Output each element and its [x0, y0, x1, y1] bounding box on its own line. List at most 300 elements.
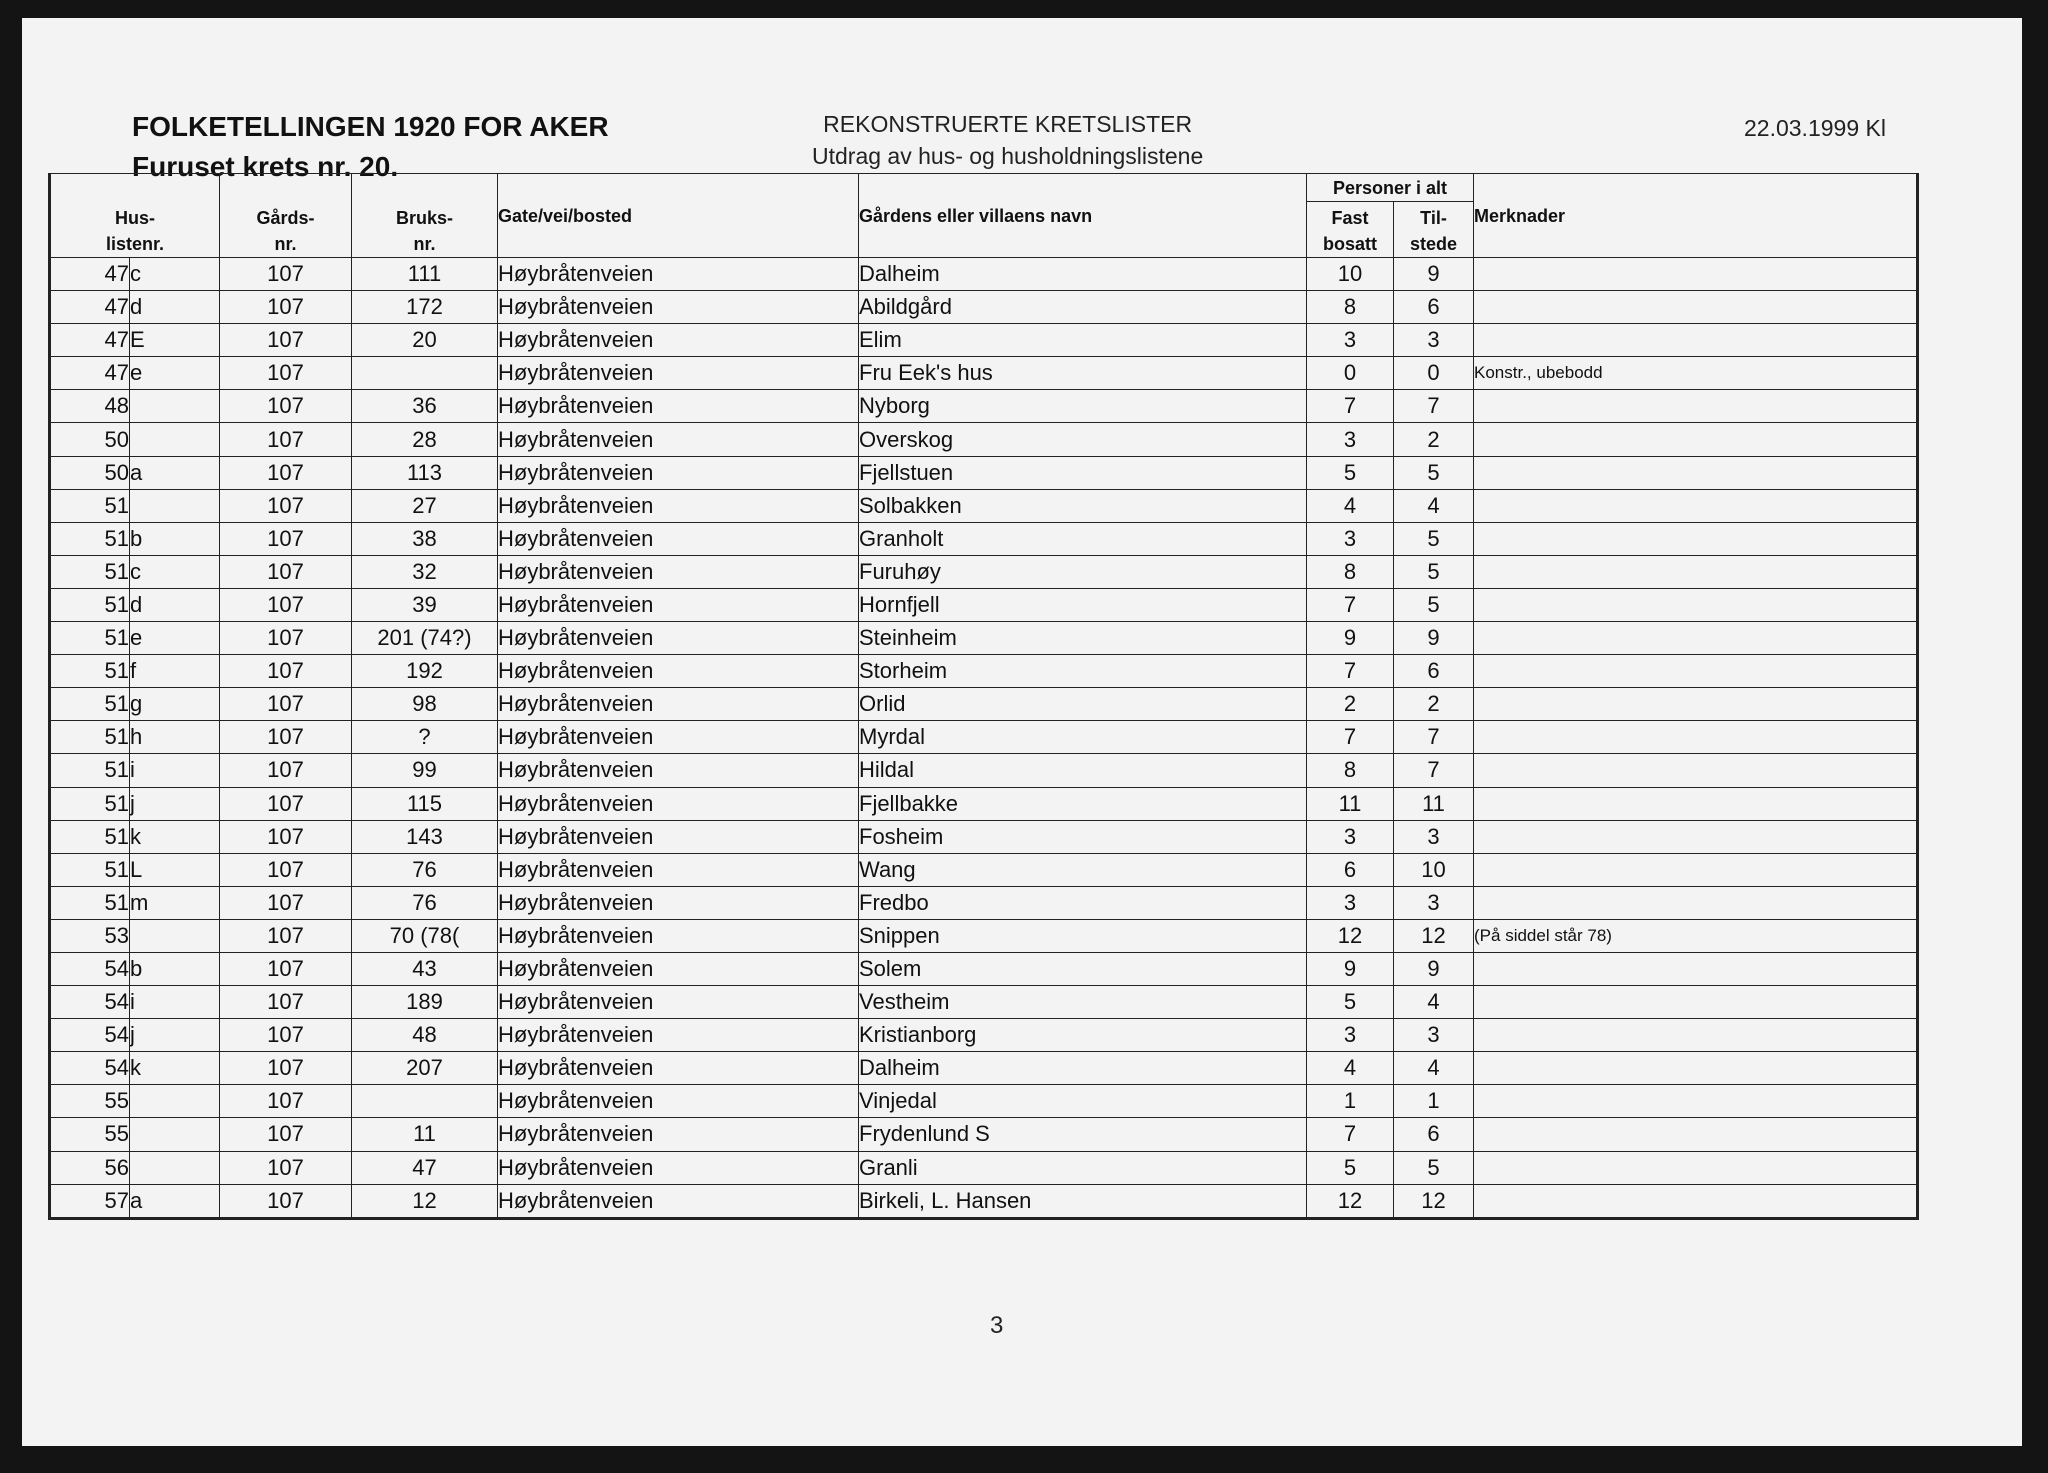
- table-row: [50, 622, 1918, 655]
- cell-farm-name: Granholt: [859, 522, 1307, 555]
- table-row: [50, 555, 1918, 588]
- cell-house-suffix: i: [130, 986, 220, 1019]
- cell-house-number: 57: [50, 1184, 130, 1218]
- cell-fast-bosatt: 7: [1307, 390, 1394, 423]
- cell-fast-bosatt: 9: [1307, 952, 1394, 985]
- cell-bruks-number: 113: [352, 456, 498, 489]
- cell-gards-number: 107: [220, 721, 352, 754]
- cell-fast-bosatt: 8: [1307, 291, 1394, 324]
- table-body: [50, 258, 1918, 1219]
- cell-street-name: Høybråtenveien: [498, 1085, 859, 1118]
- cell-farm-name: Fosheim: [859, 820, 1307, 853]
- cell-bruks-number: 76: [352, 886, 498, 919]
- cell-til-stede: 5: [1394, 1151, 1474, 1184]
- cell-street-name: Høybråtenveien: [498, 390, 859, 423]
- cell-til-stede: 5: [1394, 555, 1474, 588]
- page-number: 3: [990, 1312, 1004, 1339]
- cell-fast-bosatt: 7: [1307, 588, 1394, 621]
- cell-remarks: [1474, 886, 1918, 919]
- cell-bruks-number: 115: [352, 787, 498, 820]
- cell-remarks: [1474, 1118, 1918, 1151]
- cell-til-stede: 7: [1394, 754, 1474, 787]
- cell-gards-number: 107: [220, 489, 352, 522]
- cell-til-stede: 7: [1394, 390, 1474, 423]
- cell-bruks-number: ?: [352, 721, 498, 754]
- table-row: [50, 1184, 1918, 1218]
- cell-house-suffix: c: [130, 258, 220, 291]
- cell-gards-number: 107: [220, 291, 352, 324]
- cell-house-number: 53: [50, 919, 130, 952]
- cell-farm-name: Orlid: [859, 688, 1307, 721]
- cell-street-name: Høybråtenveien: [498, 357, 859, 390]
- cell-gards-number: 107: [220, 456, 352, 489]
- cell-gards-number: 107: [220, 1118, 352, 1151]
- cell-remarks: [1474, 1085, 1918, 1118]
- cell-house-suffix: L: [130, 853, 220, 886]
- cell-house-suffix: i: [130, 754, 220, 787]
- cell-bruks-number: 76: [352, 853, 498, 886]
- cell-farm-name: Steinheim: [859, 622, 1307, 655]
- col-header-navn: Gårdens eller villaens navn: [859, 174, 1307, 258]
- cell-house-suffix: e: [130, 622, 220, 655]
- cell-house-suffix: [130, 423, 220, 456]
- table-row: [50, 291, 1918, 324]
- table-row: [50, 721, 1918, 754]
- cell-fast-bosatt: 3: [1307, 886, 1394, 919]
- cell-farm-name: Birkeli, L. Hansen: [859, 1184, 1307, 1218]
- cell-gards-number: 107: [220, 258, 352, 291]
- cell-gards-number: 107: [220, 1085, 352, 1118]
- col-header-gate: Gate/vei/bosted: [498, 174, 859, 258]
- cell-house-number: 51: [50, 655, 130, 688]
- cell-house-number: 51: [50, 555, 130, 588]
- cell-til-stede: 4: [1394, 986, 1474, 1019]
- cell-house-number: 55: [50, 1085, 130, 1118]
- cell-bruks-number: 48: [352, 1019, 498, 1052]
- cell-remarks: [1474, 754, 1918, 787]
- cell-fast-bosatt: 11: [1307, 787, 1394, 820]
- cell-remarks: [1474, 258, 1918, 291]
- cell-house-number: 51: [50, 522, 130, 555]
- cell-gards-number: 107: [220, 919, 352, 952]
- cell-house-number: 55: [50, 1118, 130, 1151]
- cell-gards-number: 107: [220, 522, 352, 555]
- cell-fast-bosatt: 8: [1307, 555, 1394, 588]
- cell-house-suffix: b: [130, 952, 220, 985]
- col-til-line1: Til-: [1420, 208, 1447, 228]
- cell-farm-name: Storheim: [859, 655, 1307, 688]
- cell-farm-name: Furuhøy: [859, 555, 1307, 588]
- cell-til-stede: 3: [1394, 1019, 1474, 1052]
- cell-house-number: 51: [50, 588, 130, 621]
- cell-bruks-number: 36: [352, 390, 498, 423]
- cell-house-number: 47: [50, 324, 130, 357]
- cell-fast-bosatt: 12: [1307, 1184, 1394, 1218]
- cell-farm-name: Frydenlund S: [859, 1118, 1307, 1151]
- cell-remarks: [1474, 787, 1918, 820]
- col-header-hus: [50, 174, 220, 258]
- cell-house-number: 51: [50, 820, 130, 853]
- cell-til-stede: 3: [1394, 324, 1474, 357]
- cell-gards-number: 107: [220, 1052, 352, 1085]
- cell-bruks-number: 201 (74?): [352, 622, 498, 655]
- table-row: [50, 853, 1918, 886]
- table-row: [50, 1019, 1918, 1052]
- cell-street-name: Høybråtenveien: [498, 787, 859, 820]
- cell-house-number: 51: [50, 853, 130, 886]
- cell-street-name: Høybråtenveien: [498, 588, 859, 621]
- cell-fast-bosatt: 2: [1307, 688, 1394, 721]
- col-header-merknader: Merknader: [1474, 174, 1918, 258]
- cell-house-number: 47: [50, 291, 130, 324]
- table-row: [50, 390, 1918, 423]
- col-hus-line2: listenr.: [105, 234, 165, 254]
- table-row: [50, 1085, 1918, 1118]
- cell-house-suffix: [130, 919, 220, 952]
- cell-house-number: 54: [50, 1019, 130, 1052]
- document-date: 22.03.1999 Kl: [1744, 115, 1886, 141]
- cell-house-number: 54: [50, 1052, 130, 1085]
- table-row: [50, 456, 1918, 489]
- cell-house-suffix: j: [130, 787, 220, 820]
- cell-street-name: Høybråtenveien: [498, 1019, 859, 1052]
- cell-til-stede: 2: [1394, 423, 1474, 456]
- cell-house-number: 51: [50, 688, 130, 721]
- table-row: [50, 754, 1918, 787]
- col-til-line2: stede: [1409, 234, 1458, 254]
- cell-til-stede: 5: [1394, 456, 1474, 489]
- cell-bruks-number: [352, 357, 498, 390]
- cell-bruks-number: 70 (78(: [352, 919, 498, 952]
- cell-bruks-number: 143: [352, 820, 498, 853]
- table-row: [50, 952, 1918, 985]
- cell-bruks-number: 27: [352, 489, 498, 522]
- cell-house-suffix: E: [130, 324, 220, 357]
- cell-gards-number: 107: [220, 886, 352, 919]
- cell-til-stede: 5: [1394, 588, 1474, 621]
- header-center: [812, 113, 1203, 168]
- cell-farm-name: Nyborg: [859, 390, 1307, 423]
- cell-remarks: [1474, 588, 1918, 621]
- cell-fast-bosatt: 6: [1307, 853, 1394, 886]
- cell-house-number: 50: [50, 423, 130, 456]
- cell-til-stede: 0: [1394, 357, 1474, 390]
- cell-remarks: [1474, 688, 1918, 721]
- cell-farm-name: Fjellstuen: [859, 456, 1307, 489]
- cell-house-suffix: d: [130, 588, 220, 621]
- document-subtitle: Furuset krets nr. 20.: [132, 151, 399, 182]
- cell-farm-name: Solem: [859, 952, 1307, 985]
- cell-remarks: [1474, 291, 1918, 324]
- cell-street-name: Høybråtenveien: [498, 886, 859, 919]
- cell-house-suffix: h: [130, 721, 220, 754]
- table-header: [50, 174, 1918, 258]
- cell-gards-number: 107: [220, 787, 352, 820]
- table-row: [50, 522, 1918, 555]
- cell-house-suffix: a: [130, 456, 220, 489]
- cell-street-name: Høybråtenveien: [498, 754, 859, 787]
- cell-street-name: Høybråtenveien: [498, 423, 859, 456]
- cell-bruks-number: 192: [352, 655, 498, 688]
- cell-farm-name: Kristianborg: [859, 1019, 1307, 1052]
- table-row: [50, 588, 1918, 621]
- cell-farm-name: Wang: [859, 853, 1307, 886]
- col-gards-line1: Gårds-: [256, 208, 315, 228]
- cell-fast-bosatt: 3: [1307, 820, 1394, 853]
- cell-farm-name: Fredbo: [859, 886, 1307, 919]
- cell-remarks: [1474, 324, 1918, 357]
- cell-remarks: [1474, 456, 1918, 489]
- cell-til-stede: 3: [1394, 820, 1474, 853]
- cell-street-name: Høybråtenveien: [498, 655, 859, 688]
- cell-gards-number: 107: [220, 423, 352, 456]
- cell-farm-name: Vestheim: [859, 986, 1307, 1019]
- cell-bruks-number: 207: [352, 1052, 498, 1085]
- cell-remarks: [1474, 1184, 1918, 1218]
- col-header-gards: [220, 174, 352, 258]
- cell-fast-bosatt: 10: [1307, 258, 1394, 291]
- center-title: REKONSTRUERTE KRETSLISTER: [823, 111, 1193, 137]
- table-row: [50, 919, 1918, 952]
- cell-gards-number: 107: [220, 1151, 352, 1184]
- cell-til-stede: 1: [1394, 1085, 1474, 1118]
- cell-til-stede: 3: [1394, 886, 1474, 919]
- cell-farm-name: Dalheim: [859, 258, 1307, 291]
- table-row: [50, 357, 1918, 390]
- table-row: [50, 258, 1918, 291]
- center-subtitle: Utdrag av hus- og husholdningslistene: [812, 143, 1204, 169]
- cell-gards-number: 107: [220, 1019, 352, 1052]
- table-row: [50, 886, 1918, 919]
- cell-remarks: [1474, 522, 1918, 555]
- cell-house-number: 47: [50, 357, 130, 390]
- cell-remarks: [1474, 423, 1918, 456]
- table-row: [50, 1118, 1918, 1151]
- cell-street-name: Høybråtenveien: [498, 721, 859, 754]
- cell-bruks-number: 12: [352, 1184, 498, 1218]
- cell-remarks: [1474, 721, 1918, 754]
- cell-remarks: (På siddel står 78): [1474, 919, 1918, 952]
- cell-house-suffix: [130, 1085, 220, 1118]
- cell-til-stede: 2: [1394, 688, 1474, 721]
- cell-house-suffix: m: [130, 886, 220, 919]
- cell-house-suffix: j: [130, 1019, 220, 1052]
- cell-fast-bosatt: 5: [1307, 1151, 1394, 1184]
- cell-remarks: [1474, 655, 1918, 688]
- cell-street-name: Høybråtenveien: [498, 1151, 859, 1184]
- cell-bruks-number: 32: [352, 555, 498, 588]
- table-row: [50, 1052, 1918, 1085]
- cell-remarks: [1474, 952, 1918, 985]
- cell-remarks: [1474, 1019, 1918, 1052]
- table-row: [50, 423, 1918, 456]
- cell-house-suffix: a: [130, 1184, 220, 1218]
- cell-street-name: Høybråtenveien: [498, 1118, 859, 1151]
- cell-street-name: Høybråtenveien: [498, 258, 859, 291]
- cell-street-name: Høybråtenveien: [498, 324, 859, 357]
- cell-street-name: Høybråtenveien: [498, 986, 859, 1019]
- cell-fast-bosatt: 4: [1307, 489, 1394, 522]
- cell-street-name: Høybråtenveien: [498, 522, 859, 555]
- cell-til-stede: 12: [1394, 919, 1474, 952]
- cell-bruks-number: 20: [352, 324, 498, 357]
- cell-bruks-number: 111: [352, 258, 498, 291]
- col-fast-line2: bosatt: [1323, 234, 1377, 254]
- cell-til-stede: 7: [1394, 721, 1474, 754]
- cell-bruks-number: 172: [352, 291, 498, 324]
- cell-gards-number: 107: [220, 1184, 352, 1218]
- cell-house-number: 54: [50, 986, 130, 1019]
- table-row: [50, 324, 1918, 357]
- cell-bruks-number: 39: [352, 588, 498, 621]
- cell-farm-name: Elim: [859, 324, 1307, 357]
- cell-farm-name: Overskog: [859, 423, 1307, 456]
- cell-til-stede: 6: [1394, 655, 1474, 688]
- cell-house-number: 51: [50, 886, 130, 919]
- cell-farm-name: Granli: [859, 1151, 1307, 1184]
- cell-til-stede: 6: [1394, 1118, 1474, 1151]
- cell-bruks-number: 98: [352, 688, 498, 721]
- cell-gards-number: 107: [220, 622, 352, 655]
- cell-bruks-number: 47: [352, 1151, 498, 1184]
- col-hus-line1: Hus-: [115, 208, 155, 228]
- cell-fast-bosatt: 0: [1307, 357, 1394, 390]
- col-fast-line1: Fast: [1331, 208, 1369, 228]
- cell-street-name: Høybråtenveien: [498, 489, 859, 522]
- cell-farm-name: Myrdal: [859, 721, 1307, 754]
- cell-remarks: [1474, 820, 1918, 853]
- cell-remarks: [1474, 622, 1918, 655]
- cell-remarks: [1474, 853, 1918, 886]
- cell-bruks-number: [352, 1085, 498, 1118]
- cell-house-number: 54: [50, 952, 130, 985]
- cell-gards-number: 107: [220, 655, 352, 688]
- cell-house-suffix: b: [130, 522, 220, 555]
- cell-gards-number: 107: [220, 986, 352, 1019]
- col-gards-line2: nr.: [274, 234, 297, 254]
- cell-til-stede: 5: [1394, 522, 1474, 555]
- cell-gards-number: 107: [220, 754, 352, 787]
- cell-house-suffix: d: [130, 291, 220, 324]
- header-left: [132, 113, 609, 181]
- cell-farm-name: Abildgård: [859, 291, 1307, 324]
- cell-remarks: [1474, 1052, 1918, 1085]
- cell-house-number: 51: [50, 754, 130, 787]
- table-row: [50, 688, 1918, 721]
- cell-fast-bosatt: 5: [1307, 456, 1394, 489]
- cell-til-stede: 10: [1394, 853, 1474, 886]
- document-title: FOLKETELLINGEN 1920 FOR AKER: [132, 111, 609, 142]
- cell-fast-bosatt: 3: [1307, 324, 1394, 357]
- cell-farm-name: Hildal: [859, 754, 1307, 787]
- table-row: [50, 986, 1918, 1019]
- col-header-til: [1394, 202, 1474, 258]
- table-row: [50, 787, 1918, 820]
- cell-remarks: [1474, 986, 1918, 1019]
- cell-bruks-number: 28: [352, 423, 498, 456]
- cell-house-suffix: k: [130, 1052, 220, 1085]
- cell-street-name: Høybråtenveien: [498, 919, 859, 952]
- cell-street-name: Høybråtenveien: [498, 1184, 859, 1218]
- cell-bruks-number: 99: [352, 754, 498, 787]
- cell-street-name: Høybråtenveien: [498, 456, 859, 489]
- cell-house-number: 50: [50, 456, 130, 489]
- cell-street-name: Høybråtenveien: [498, 1052, 859, 1085]
- cell-fast-bosatt: 3: [1307, 522, 1394, 555]
- cell-farm-name: Dalheim: [859, 1052, 1307, 1085]
- cell-gards-number: 107: [220, 390, 352, 423]
- cell-remarks: [1474, 390, 1918, 423]
- cell-til-stede: 12: [1394, 1184, 1474, 1218]
- cell-farm-name: Hornfjell: [859, 588, 1307, 621]
- cell-farm-name: Solbakken: [859, 489, 1307, 522]
- cell-farm-name: Fru Eek's hus: [859, 357, 1307, 390]
- cell-house-suffix: g: [130, 688, 220, 721]
- cell-fast-bosatt: 7: [1307, 655, 1394, 688]
- cell-house-number: 51: [50, 721, 130, 754]
- cell-house-suffix: [130, 1151, 220, 1184]
- cell-farm-name: Snippen: [859, 919, 1307, 952]
- cell-fast-bosatt: 3: [1307, 1019, 1394, 1052]
- cell-house-number: 48: [50, 390, 130, 423]
- cell-street-name: Høybråtenveien: [498, 952, 859, 985]
- cell-house-suffix: [130, 1118, 220, 1151]
- cell-remarks: Konstr., ubebodd: [1474, 357, 1918, 390]
- cell-street-name: Høybråtenveien: [498, 291, 859, 324]
- cell-house-suffix: [130, 390, 220, 423]
- cell-fast-bosatt: 4: [1307, 1052, 1394, 1085]
- col-bruks-line1: Bruks-: [395, 208, 453, 228]
- cell-farm-name: Vinjedal: [859, 1085, 1307, 1118]
- cell-gards-number: 107: [220, 555, 352, 588]
- cell-fast-bosatt: 12: [1307, 919, 1394, 952]
- table-row: [50, 820, 1918, 853]
- cell-gards-number: 107: [220, 588, 352, 621]
- cell-gards-number: 107: [220, 853, 352, 886]
- cell-til-stede: 9: [1394, 258, 1474, 291]
- cell-gards-number: 107: [220, 324, 352, 357]
- table-row: [50, 1151, 1918, 1184]
- cell-fast-bosatt: 7: [1307, 1118, 1394, 1151]
- cell-fast-bosatt: 5: [1307, 986, 1394, 1019]
- cell-street-name: Høybråtenveien: [498, 853, 859, 886]
- cell-til-stede: 9: [1394, 622, 1474, 655]
- cell-fast-bosatt: 3: [1307, 423, 1394, 456]
- cell-bruks-number: 189: [352, 986, 498, 1019]
- cell-gards-number: 107: [220, 688, 352, 721]
- cell-house-number: 51: [50, 622, 130, 655]
- cell-til-stede: 4: [1394, 1052, 1474, 1085]
- col-header-bruks: [352, 174, 498, 258]
- cell-house-number: 51: [50, 489, 130, 522]
- table-row: [50, 489, 1918, 522]
- col-header-personer: Personer i alt: [1307, 174, 1474, 202]
- cell-gards-number: 107: [220, 357, 352, 390]
- cell-remarks: [1474, 489, 1918, 522]
- cell-fast-bosatt: 9: [1307, 622, 1394, 655]
- cell-bruks-number: 43: [352, 952, 498, 985]
- cell-street-name: Høybråtenveien: [498, 555, 859, 588]
- cell-bruks-number: 38: [352, 522, 498, 555]
- cell-house-number: 51: [50, 787, 130, 820]
- cell-remarks: [1474, 1151, 1918, 1184]
- cell-street-name: Høybråtenveien: [498, 622, 859, 655]
- cell-gards-number: 107: [220, 952, 352, 985]
- cell-house-suffix: [130, 489, 220, 522]
- cell-street-name: Høybråtenveien: [498, 820, 859, 853]
- cell-bruks-number: 11: [352, 1118, 498, 1151]
- cell-house-number: 47: [50, 258, 130, 291]
